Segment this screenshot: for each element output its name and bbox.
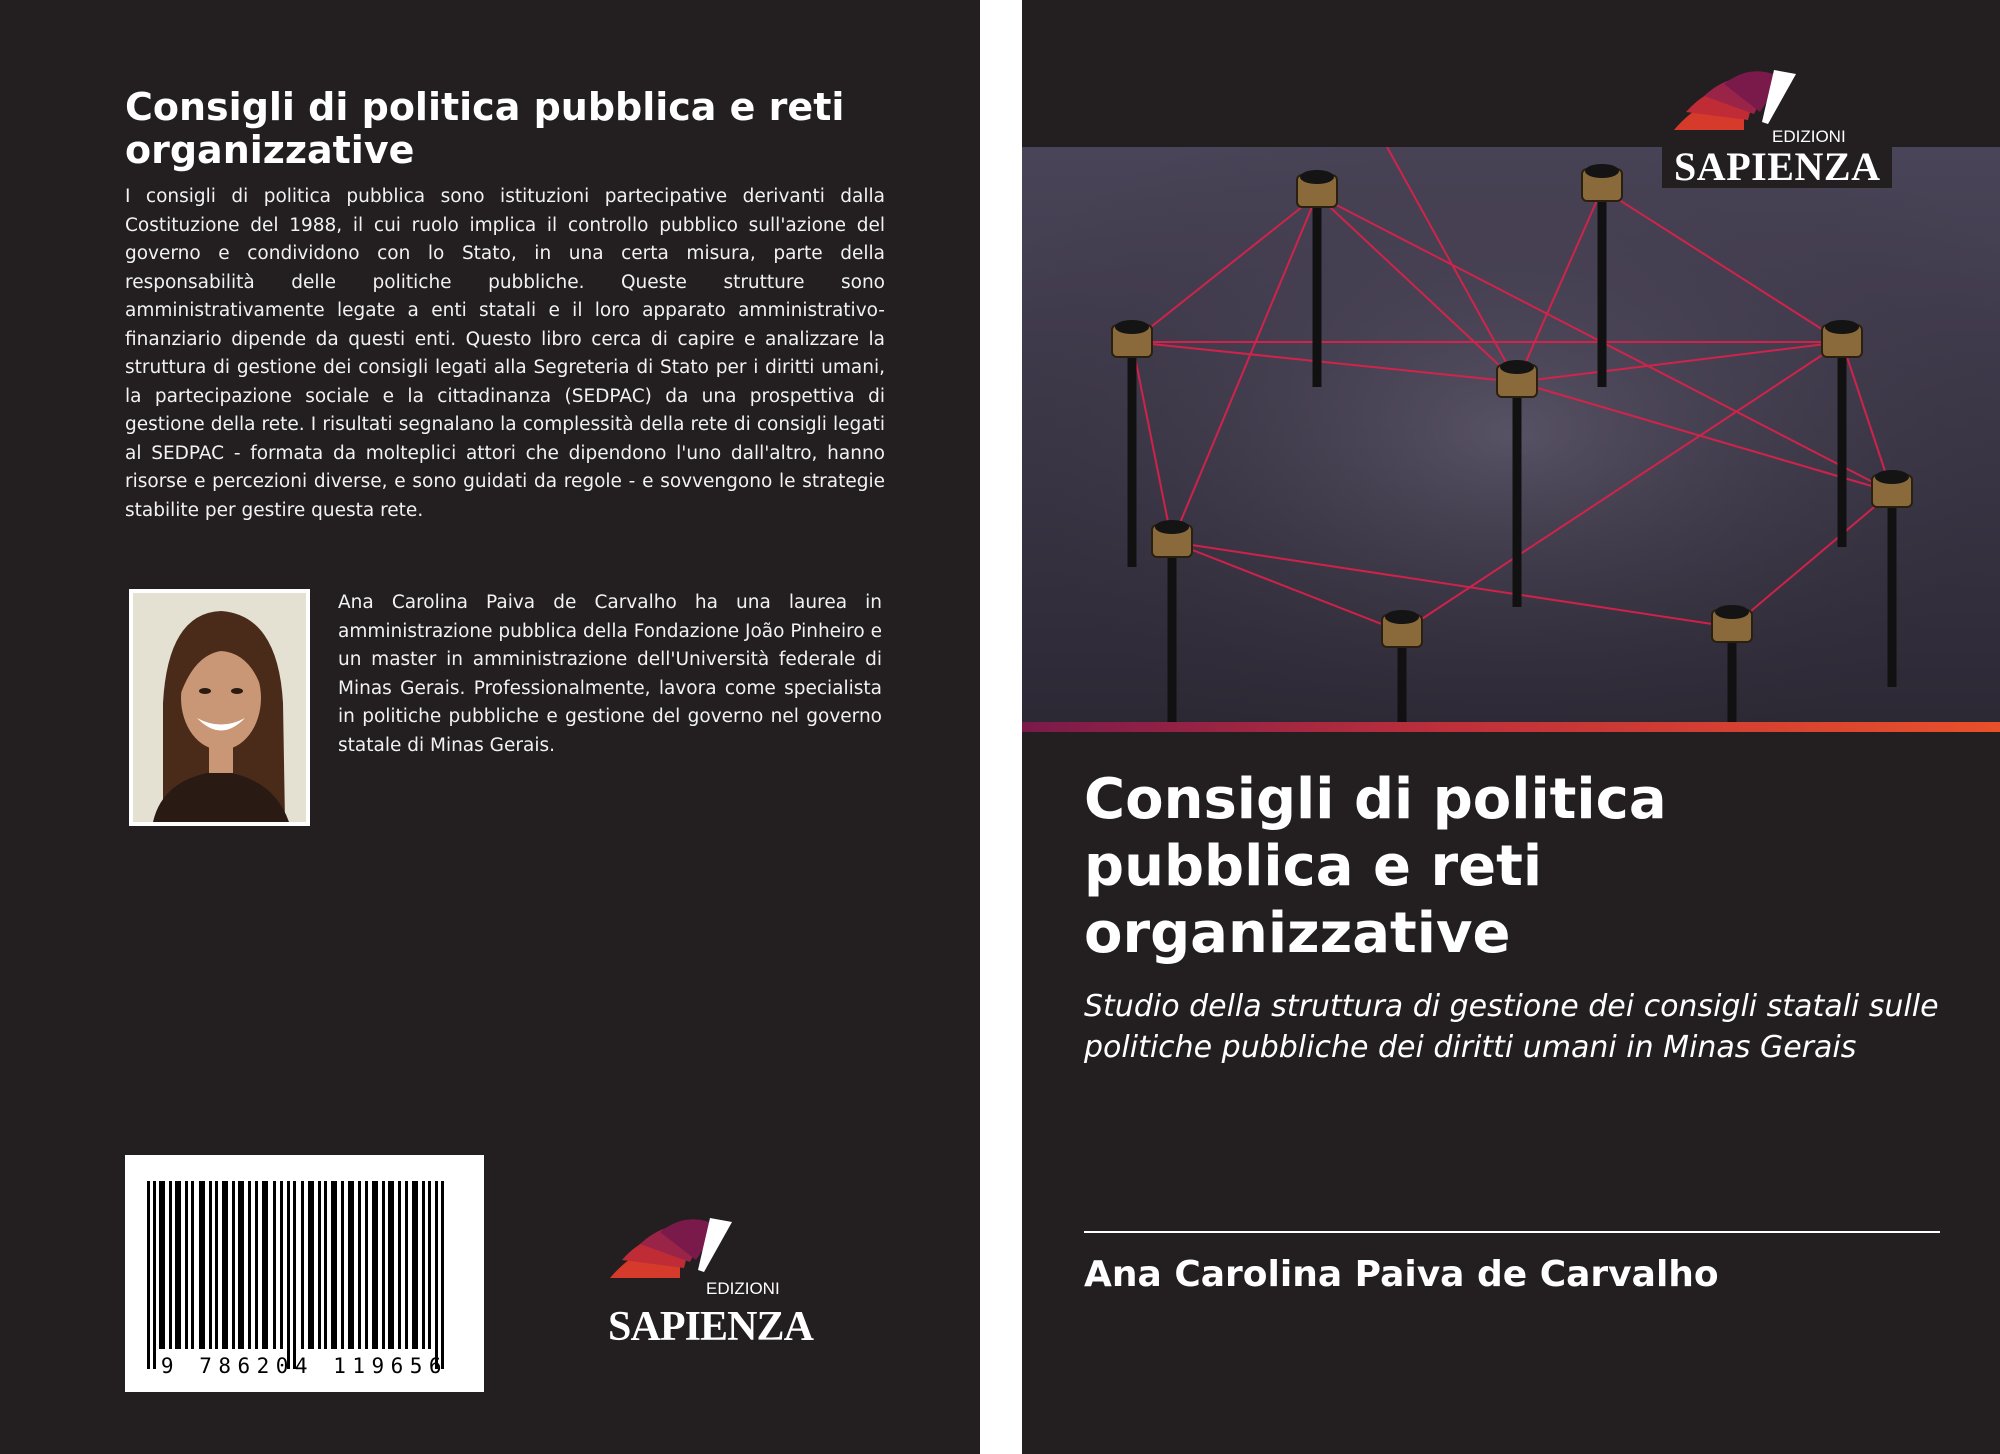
author-name: Ana Carolina Paiva de Carvalho <box>1084 1254 1719 1295</box>
publisher-logo-front <box>1662 56 1892 188</box>
back-cover-title: Consigli di politica pubblica e reti organizzative <box>125 85 845 172</box>
book-description: I consigli di politica pubblica sono istituzioni partecipative derivanti dalla Costituzione del 1988, il cui ruolo implica il controllo pubblico sull'azione del governo e condividono con lo Stato, in una certa misura, parte della responsabilità delle politiche pubbliche. Queste strutture sono amministrativamente legate a enti statali e il loro apparato amministrativo-finanziario dipende da questi enti. Questo libro cerca di capire e analizzare la struttura di gestione dei consigli legati alla Segreteria di Stato per i diritti umani, la partecipazione sociale e la cittadinanza (SEDPAC) da una prospettiva di gestione della rete. I risultati segnalano la complessità della rete di consigli legati al SEDPAC - formata da molteplici attori che dipendono l'uno dall'altro, hanno risorse e percezioni diverse, e sono guidati da regole - e sovvengono le strategie stabilite per gestire questa rete. <box>125 186 885 521</box>
publisher-fan-icon <box>610 1218 732 1278</box>
accent-bar <box>1022 722 2000 732</box>
divider <box>1084 1231 1940 1233</box>
publisher-logo <box>600 1212 820 1348</box>
publisher-name-label: SAPIENZA <box>608 1304 814 1348</box>
isbn-barcode <box>125 1155 484 1392</box>
back-cover <box>0 0 980 1454</box>
publisher-name-label: SAPIENZA <box>1674 144 1880 188</box>
front-cover <box>1022 0 2000 1454</box>
publisher-edizioni-label: EDIZIONI <box>1772 127 1846 146</box>
network-cover-image <box>1022 147 2000 722</box>
spine <box>980 0 1022 1454</box>
book-title: Consigli di politica pubblica e reti organizzative <box>1084 767 1667 966</box>
author-photo <box>129 589 310 826</box>
isbn-number: 9 786204 119656 <box>160 1354 449 1378</box>
book-subtitle: Studio della struttura di gestione dei consigli statali sulle politiche pubbliche dei diritti umani in Minas Gerais <box>1084 989 1939 1065</box>
author-bio: Ana Carolina Paiva de Carvalho ha una laurea in amministrazione pubblica della Fondazione João Pinheiro e un master in amministrazione dell'Università federale di Minas Gerais. Professionalmente, lavora come specialista in politiche pubbliche e gestione del governo nel governo statale di Minas Gerais. <box>338 592 882 756</box>
publisher-edizioni-label: EDIZIONI <box>706 1279 780 1298</box>
